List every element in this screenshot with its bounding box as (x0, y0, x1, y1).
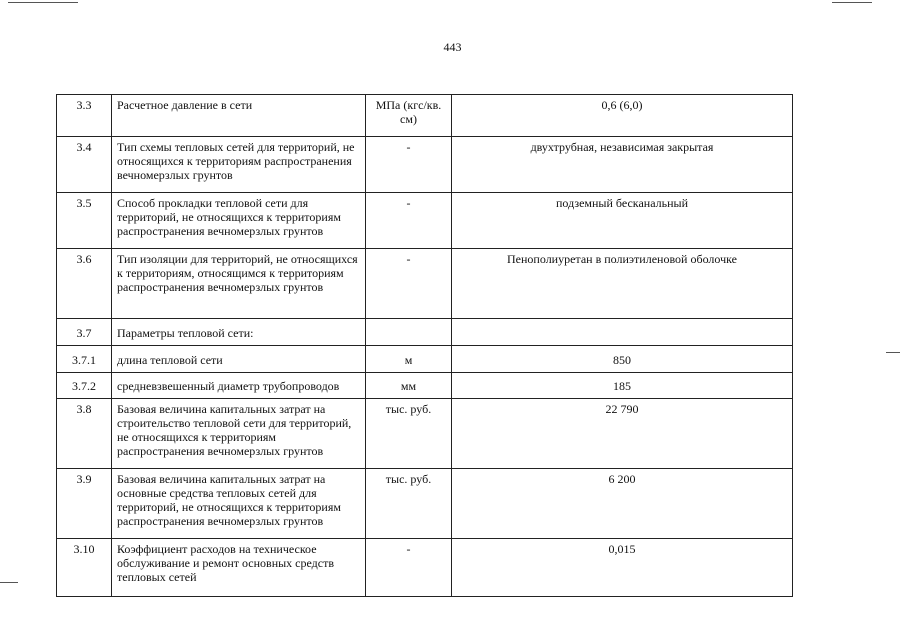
table-row (57, 137, 793, 193)
table-row (57, 399, 793, 469)
row-unit: МПа (кгс/кв. см) (366, 95, 452, 137)
row-unit: - (366, 539, 452, 597)
row-value: 0,6 (6,0) (452, 95, 793, 137)
table-row (57, 319, 793, 346)
row-unit: - (366, 137, 452, 193)
table-row (57, 193, 793, 249)
row-parameter-name: Способ прокладки тепловой сети для территорий, не относящихся к территориям распространения вечномерзлых грунтов (112, 193, 366, 249)
row-unit: - (366, 193, 452, 249)
row-parameter-name: Коэффициент расходов на техническое обслуживание и ремонт основных средств тепловых сетей (112, 539, 366, 597)
row-number: 3.7 (57, 319, 112, 346)
row-parameter-name: Параметры тепловой сети: (112, 319, 366, 346)
table-row (57, 469, 793, 539)
row-unit: - (366, 249, 452, 319)
row-unit: тыс. руб. (366, 399, 452, 469)
row-parameter-name: Расчетное давление в сети (112, 95, 366, 137)
table-row (57, 539, 793, 597)
table-row (57, 95, 793, 137)
row-unit: тыс. руб. (366, 469, 452, 539)
row-parameter-name: Базовая величина капитальных затрат на основные средства тепловых сетей для территорий, не относящихся к территориям распространения вечномерзлых грунтов (112, 469, 366, 539)
row-number: 3.4 (57, 137, 112, 193)
row-parameter-name: Базовая величина капитальных затрат на строительство тепловой сети для территорий, не относящихся к территориям распространения вечномерзлых грунтов (112, 399, 366, 469)
row-number: 3.10 (57, 539, 112, 597)
table-row (57, 346, 793, 373)
row-value: 0,015 (452, 539, 793, 597)
row-value (452, 319, 793, 346)
row-number: 3.6 (57, 249, 112, 319)
row-value: Пенополиуретан в полиэтиленовой оболочке (452, 249, 793, 319)
row-number: 3.7.2 (57, 373, 112, 399)
row-unit: м (366, 346, 452, 373)
scan-edge-mark (0, 582, 18, 583)
scan-edge-mark (886, 352, 900, 353)
row-parameter-name: Тип схемы тепловых сетей для территорий, не относящихся к территориям распространения вечномерзлых грунтов (112, 137, 366, 193)
row-parameter-name: средневзвешенный диаметр трубопроводов (112, 373, 366, 399)
row-number: 3.8 (57, 399, 112, 469)
scan-edge-mark (832, 2, 872, 3)
row-value: 6 200 (452, 469, 793, 539)
scan-edge-mark (8, 2, 78, 3)
row-number: 3.3 (57, 95, 112, 137)
row-value: 185 (452, 373, 793, 399)
row-parameter-name: длина тепловой сети (112, 346, 366, 373)
parameters-table (56, 94, 793, 597)
row-number: 3.9 (57, 469, 112, 539)
row-parameter-name: Тип изоляции для территорий, не относящихся к территориям, относящимся к территориям распространения вечномерзлых грунтов (112, 249, 366, 319)
table-row (57, 249, 793, 319)
page-number: 443 (443, 40, 462, 54)
row-number: 3.7.1 (57, 346, 112, 373)
row-unit (366, 319, 452, 346)
row-value: 22 790 (452, 399, 793, 469)
table-row (57, 373, 793, 399)
row-unit: мм (366, 373, 452, 399)
row-number: 3.5 (57, 193, 112, 249)
row-value: подземный бесканальный (452, 193, 793, 249)
row-value: 850 (452, 346, 793, 373)
row-value: двухтрубная, независимая закрытая (452, 137, 793, 193)
